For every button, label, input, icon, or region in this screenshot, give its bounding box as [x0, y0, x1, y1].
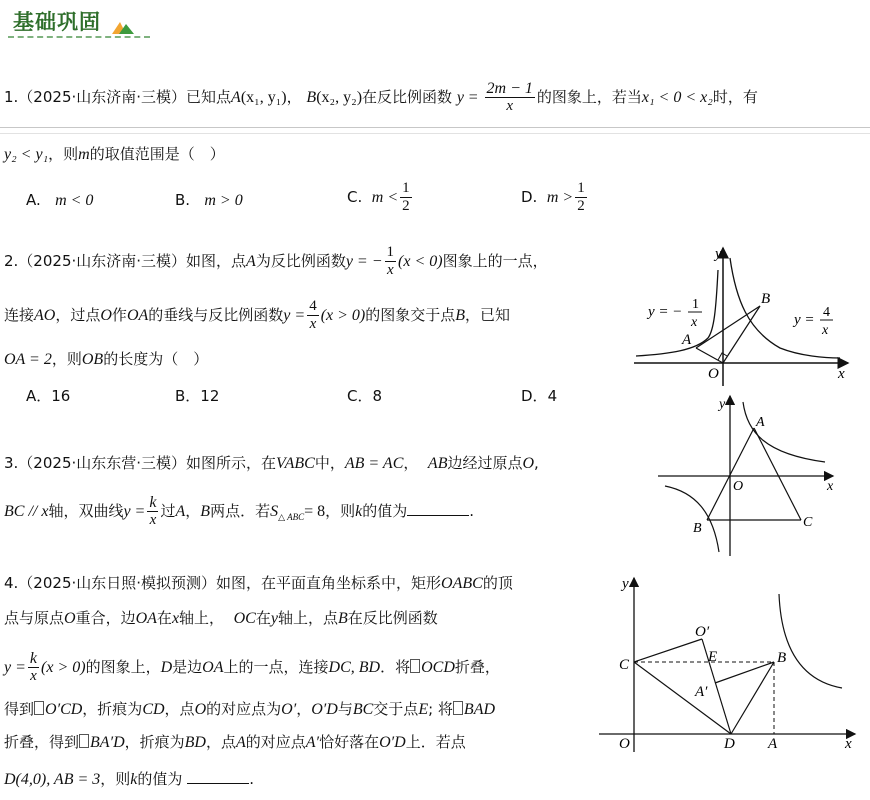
x-axis-label: x	[838, 366, 845, 382]
point-C-label: C	[803, 515, 813, 530]
q1-option-a[interactable]: A. m < 0	[26, 191, 94, 209]
q2-line3: OA = 2，则OB的长度为（ ）	[4, 350, 209, 368]
point-O-label: O	[619, 736, 630, 752]
q4-line2: 点与原点O重合，边OA在x轴上， OC在y轴上，点B在反比例函数	[4, 609, 438, 627]
origin-label: O	[708, 366, 719, 382]
header-underline	[8, 36, 150, 38]
q4-line3: y = $\frac{k}{x}$ (x > 0)的图象上，D是边OA上的一点，连接DC, BD．将 OCD折叠，	[4, 650, 500, 684]
q2-option-c[interactable]: C．8	[347, 387, 383, 405]
triangle-symbol-box	[410, 659, 420, 673]
q2-line2: 连接AO，过点O作OA的垂线与反比例函数y = $\frac{4}{x}$ (x > 0)的图象交于点B，已知	[4, 298, 511, 332]
segment-BD	[731, 662, 774, 734]
y-axis-label: y	[622, 576, 629, 592]
point-B-label: B	[777, 650, 787, 666]
q4-line4: 得到 O′CD，折痕为CD，点O的对应点为O′，O′D与BC交于点E; 将 BAD	[4, 700, 496, 718]
q2-line1: 2.（2025·山东济南·三模）如图，点A为反比例函数y = − $\frac{1}{x}$ (x < 0)图象上的一点，	[4, 244, 548, 278]
segment-AB	[696, 306, 760, 348]
point-C-label: C	[619, 657, 630, 673]
page-break-line	[0, 127, 870, 128]
q2-option-a[interactable]: A．16	[26, 387, 71, 405]
q1-line1: 1.（2025·山东济南·三模）已知点A(x₁, y₁)， B(x₂, y₂)在反比例函数 y = $\frac{2m - 1}{x}$ 的图象上，若当x₁ < 0 < x₂时，有	[4, 80, 758, 114]
q1-option-c[interactable]: C. m < $\frac{1}{2}$	[347, 180, 410, 214]
segment-OB	[723, 306, 760, 363]
q3-line2: BC // x轴，双曲线y = $\frac{k}{x}$ 过A，B两点．若$S_{\triangle ABC}= 8$，则k的值为 .	[4, 494, 475, 528]
point-D-label: D	[724, 736, 735, 752]
triangle-symbol-box	[34, 701, 44, 715]
q4-line1: 4.（2025·山东日照·模拟预测）如图，在平面直角坐标系中，矩形OABC的顶	[4, 574, 513, 592]
y-axis-label: y	[715, 246, 722, 262]
q2-option-b[interactable]: B．12	[175, 387, 220, 405]
point-A-label: A	[768, 736, 778, 752]
segment-COp	[634, 639, 702, 662]
point-A-label: A	[756, 415, 765, 430]
point-A-label: A	[682, 332, 692, 348]
triangle-symbol-box	[79, 734, 89, 748]
point-Op-label: O′	[695, 624, 710, 640]
func1-den: x	[691, 315, 698, 330]
q4-answer-blank[interactable]	[187, 769, 249, 784]
segment-AC	[754, 428, 801, 520]
q3-line1: 3.（2025·山东东营·三模）如图所示，在VABC中，AB = AC， AB边经过原点O,	[4, 454, 539, 472]
segment-OA	[696, 348, 723, 363]
page-break-line-2	[0, 133, 870, 134]
q2-option-d[interactable]: D．4	[521, 387, 558, 405]
y-axis-label: y	[719, 397, 726, 412]
q1-line2: y₂ < y₁，则m的取值范围是（ ）	[4, 145, 225, 163]
q4-line5: 折叠，得到 BA′D，折痕为BD，点A的对应点A′恰好落在O′D上．若点	[4, 733, 466, 751]
func2-den: x	[822, 323, 829, 338]
hyperbola	[779, 594, 842, 688]
point-B-label: B	[761, 291, 771, 307]
origin-label: O	[733, 479, 744, 494]
q2-figure	[630, 240, 855, 390]
func2-label: y =	[794, 312, 815, 328]
hyperbola-right	[743, 402, 825, 462]
mountain-icon	[112, 18, 134, 34]
q1-option-b[interactable]: B. m > 0	[175, 191, 243, 209]
segment-BAp	[715, 662, 774, 683]
func1-label: y = −	[648, 304, 683, 320]
point-E-label: E	[708, 649, 718, 665]
func1-num: 1	[692, 297, 699, 312]
point-Ap-label: A′	[695, 684, 708, 700]
q1-option-d[interactable]: D. m > $\frac{1}{2}$	[521, 180, 585, 214]
q3-answer-blank[interactable]	[407, 501, 469, 516]
hyperbola-left	[665, 486, 719, 552]
q4-figure	[597, 572, 862, 757]
func2-num: 4	[823, 305, 830, 320]
x-axis-label: x	[845, 736, 852, 752]
q4-line6: D(4,0), AB = 3，则k的值为 .	[4, 770, 254, 788]
q3-figure	[655, 392, 840, 560]
x-axis-label: x	[827, 479, 834, 494]
section-title: 基础巩固	[13, 10, 101, 34]
q1-fraction: $\frac{2m - 1}{x}$	[486, 80, 533, 114]
segment-CD	[634, 662, 731, 734]
triangle-symbol-box	[453, 701, 463, 715]
point-B-label: B	[693, 521, 702, 536]
